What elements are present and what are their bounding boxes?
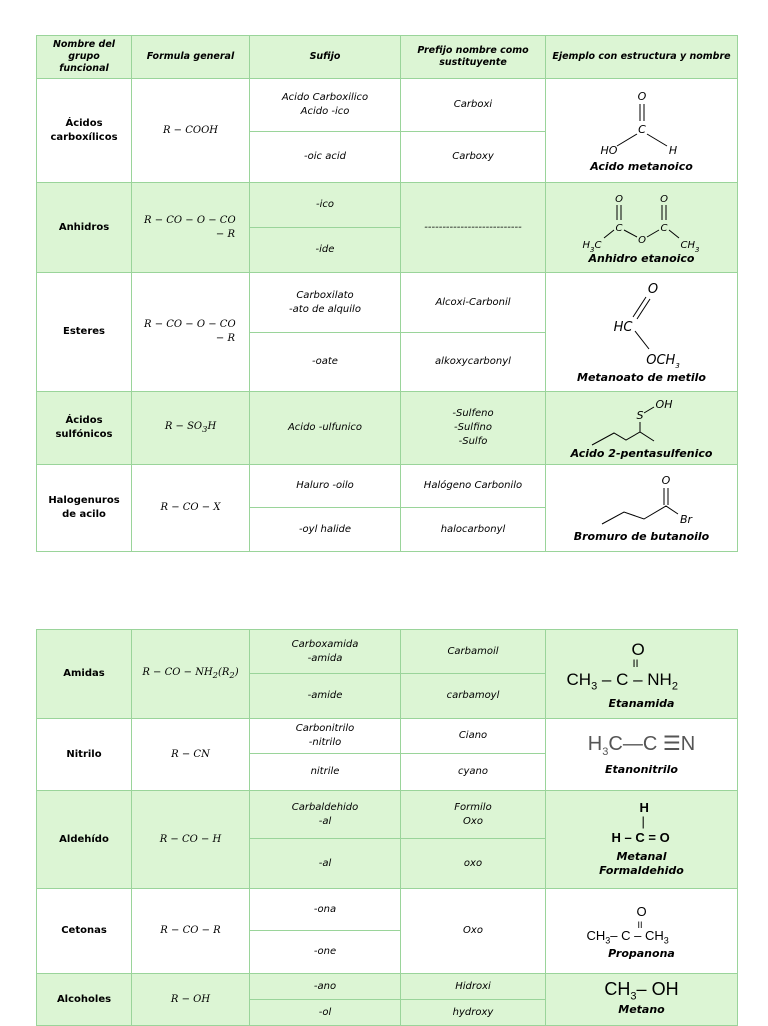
pentanesulfenic-acid-structure bbox=[582, 395, 702, 447]
atom-label: C bbox=[635, 829, 645, 845]
example-name: Etanamida bbox=[608, 697, 675, 710]
atom-label: $CH_3$ bbox=[645, 928, 669, 946]
group-name: Anhidros bbox=[37, 183, 132, 273]
ethanoic-anhydride-structure bbox=[577, 190, 707, 252]
atom-label: $OCH_3$ bbox=[645, 353, 680, 370]
atom-label: HC bbox=[613, 320, 632, 335]
atom-label: H bbox=[639, 799, 649, 815]
prefix-es: Formilo Oxo bbox=[401, 791, 546, 839]
header-group-name: Nombre del grupo funcional bbox=[37, 36, 132, 79]
suffix-en: -ol bbox=[250, 1000, 401, 1026]
prefix-es: Carbamoil bbox=[401, 630, 546, 674]
prefix-es: Alcoxi-Carbonil bbox=[401, 273, 546, 333]
suffix-es: -ona bbox=[250, 889, 401, 931]
group-name: Amidas bbox=[37, 630, 132, 719]
example-name: Etanonitrilo bbox=[605, 762, 678, 776]
prefix-en: carbamoyl bbox=[401, 674, 546, 719]
general-formula: R − CO − R bbox=[132, 889, 250, 974]
suffix-en: nitrile bbox=[250, 754, 401, 791]
example-cell bbox=[546, 392, 738, 465]
structure-left: $CH_3$ – C – $NH_2$ bbox=[566, 670, 678, 693]
prefix-en: Carboxy bbox=[401, 132, 546, 183]
suffix-es: -ano bbox=[250, 974, 401, 1000]
example-cell bbox=[546, 791, 738, 889]
methanal-structure bbox=[611, 799, 672, 850]
group-name: Nitrilo bbox=[37, 719, 132, 791]
prefix-en: oxo bbox=[401, 839, 546, 889]
table-row bbox=[37, 392, 738, 465]
suffix-es: Carboxilato -ato de alquilo bbox=[250, 273, 401, 333]
prefix-en: alkoxycarbonyl bbox=[401, 333, 546, 392]
atom-label: O bbox=[637, 89, 646, 103]
general-formula: R − CO − H bbox=[132, 791, 250, 889]
group-name: Aldehído bbox=[37, 791, 132, 889]
atom-label: O bbox=[661, 474, 670, 487]
header-prefix: Prefijo nombre como sustituyente bbox=[401, 36, 546, 79]
suffix-es: Carboxamida -amida bbox=[250, 630, 401, 674]
table-row bbox=[37, 719, 738, 754]
atom-label: O bbox=[647, 282, 658, 297]
example-cell bbox=[546, 273, 738, 392]
atom-label: C bbox=[616, 670, 629, 689]
prefix-es: Ciano bbox=[401, 719, 546, 754]
atom-label: C bbox=[615, 222, 622, 234]
example-cell bbox=[546, 974, 738, 1026]
example-cell bbox=[546, 79, 738, 183]
formula-line: R − CO − O − CO bbox=[144, 214, 236, 226]
ethanenitrile-structure: $H_3C—C$ ☰N bbox=[587, 732, 696, 758]
atom-label: C bbox=[637, 122, 646, 136]
suffix-en: -oic acid bbox=[250, 132, 401, 183]
suffix-en: -one bbox=[250, 931, 401, 974]
example-cell bbox=[546, 719, 738, 791]
atom-label: HO bbox=[600, 143, 617, 157]
example-cell bbox=[546, 630, 738, 719]
single-bond: | bbox=[641, 813, 645, 829]
functional-groups-table-2 bbox=[36, 629, 738, 1026]
atom-label: C bbox=[642, 732, 658, 755]
prefix: -Sulfeno -Sulfino -Sulfo bbox=[401, 392, 546, 465]
prefix-en: cyano bbox=[401, 754, 546, 791]
atom-label: C bbox=[660, 222, 667, 234]
table-row bbox=[37, 791, 738, 839]
general-formula: R − COOH bbox=[132, 79, 250, 183]
prefix: --------------------------- bbox=[401, 183, 546, 273]
suffix-en: -oyl halide bbox=[250, 508, 401, 552]
table-row bbox=[37, 465, 738, 508]
methyl-methanoate-structure bbox=[587, 279, 697, 371]
atom-label: C bbox=[621, 928, 631, 943]
example-name: Bromuro de butanoilo bbox=[573, 530, 710, 543]
general-formula: R − CO − $NH_2(R_2)$ bbox=[132, 630, 250, 719]
atom-label: $CH_3$ bbox=[586, 928, 611, 946]
example-name: Anhidro etanoico bbox=[588, 251, 695, 265]
general-formula: R − CO − X bbox=[132, 465, 250, 552]
methanol-structure: $CH_3-$ OH bbox=[604, 978, 679, 1003]
prefix-en: hydroxy bbox=[401, 1000, 546, 1026]
suffix-en: -amide bbox=[250, 674, 401, 719]
suffix-es: Haluro -oilo bbox=[250, 465, 401, 508]
suffix-es: Carbaldehido -al bbox=[250, 791, 401, 839]
prefix-en: halocarbonyl bbox=[401, 508, 546, 552]
atom-label: O bbox=[636, 904, 647, 919]
table-row bbox=[37, 273, 738, 333]
formula-line: − R bbox=[215, 228, 235, 240]
atom-label: N bbox=[680, 732, 696, 755]
suffix-en: -oate bbox=[250, 333, 401, 392]
example-name: Metanoato de metilo bbox=[577, 371, 706, 384]
example-name: Metanal Formaldehido bbox=[599, 849, 684, 877]
propanone-structure bbox=[587, 901, 697, 947]
suffix-es: -ico bbox=[250, 183, 401, 228]
structure-row: H – C = O bbox=[611, 829, 670, 845]
suffix-es: Carbonitrilo -nitrilo bbox=[250, 719, 401, 754]
functional-groups-table-1 bbox=[36, 35, 738, 552]
header-general-formula: Formula general bbox=[132, 36, 250, 79]
atom-label: S bbox=[636, 409, 643, 422]
prefix: Oxo bbox=[401, 889, 546, 974]
prefix-es: Carboxi bbox=[401, 79, 546, 132]
atom-label: OH bbox=[655, 398, 672, 411]
formula-line: − R bbox=[215, 333, 235, 344]
example-cell bbox=[546, 465, 738, 552]
general-formula: R − CN bbox=[132, 719, 250, 791]
butanoyl-bromide-structure bbox=[582, 472, 702, 530]
formula-line: R − CO − O − CO bbox=[144, 319, 236, 330]
structure-row: $CH_3-$ C – $CH_3$ bbox=[586, 928, 669, 946]
atom-label: OH bbox=[651, 978, 679, 999]
ethanamide-structure bbox=[567, 637, 717, 697]
example-cell bbox=[546, 183, 738, 273]
suffix-en: -ide bbox=[250, 228, 401, 273]
double-bond: II bbox=[637, 920, 643, 930]
header-suffix: Sufijo bbox=[250, 36, 401, 79]
atom-label: H bbox=[668, 143, 677, 157]
atom-label: $CH_3$ bbox=[680, 239, 699, 252]
table-header-row bbox=[37, 36, 738, 79]
table-row bbox=[37, 630, 738, 674]
header-example: Ejemplo con estructura y nombre bbox=[546, 36, 738, 79]
prefix-es: Halógeno Carbonilo bbox=[401, 465, 546, 508]
example-name: Metano bbox=[618, 1003, 665, 1017]
atom-label: O bbox=[614, 193, 623, 205]
example-name: Acido metanoico bbox=[590, 159, 693, 173]
group-name: Ácidos sulfónicos bbox=[37, 392, 132, 465]
general-formula: $R - SO_3H$ bbox=[132, 392, 250, 465]
atom-label: $H_3C$ bbox=[582, 239, 601, 252]
prefix-es: Hidroxi bbox=[401, 974, 546, 1000]
suffix-es: Acido Carboxilico Acido -ico bbox=[250, 79, 401, 132]
methanoic-acid-structure bbox=[587, 88, 697, 160]
atom-label: O bbox=[637, 234, 646, 246]
group-name: Ácidos carboxílicos bbox=[37, 79, 132, 183]
general-formula bbox=[132, 273, 250, 392]
atom-label: O bbox=[659, 193, 668, 205]
suffix: Acido -ulfunico bbox=[250, 392, 401, 465]
suffix-en: -al bbox=[250, 839, 401, 889]
atom-label: H bbox=[611, 829, 621, 845]
atom-label: $H_3C$ bbox=[587, 732, 623, 758]
example-name: Propanona bbox=[608, 947, 675, 960]
table-row bbox=[37, 889, 738, 931]
group-name: Cetonas bbox=[37, 889, 132, 974]
atom-label: $CH_3$ bbox=[604, 978, 637, 1003]
general-formula bbox=[132, 183, 250, 273]
table-row bbox=[37, 79, 738, 132]
example-cell bbox=[546, 889, 738, 974]
atom-label: $NH_2$ bbox=[647, 670, 678, 693]
table-row bbox=[37, 183, 738, 228]
atom-label: $CH_3$ bbox=[566, 670, 598, 693]
group-name: Esteres bbox=[37, 273, 132, 392]
general-formula: R − OH bbox=[132, 974, 250, 1026]
table-row bbox=[37, 974, 738, 1000]
atom-label: O bbox=[659, 829, 670, 845]
group-name: Halogenuros de acilo bbox=[37, 465, 132, 552]
example-name: Acido 2-pentasulfenico bbox=[570, 447, 713, 460]
atom-label: O bbox=[631, 640, 645, 659]
atom-label: Br bbox=[679, 513, 692, 526]
group-name: Alcoholes bbox=[37, 974, 132, 1026]
double-bond: II bbox=[632, 658, 639, 670]
